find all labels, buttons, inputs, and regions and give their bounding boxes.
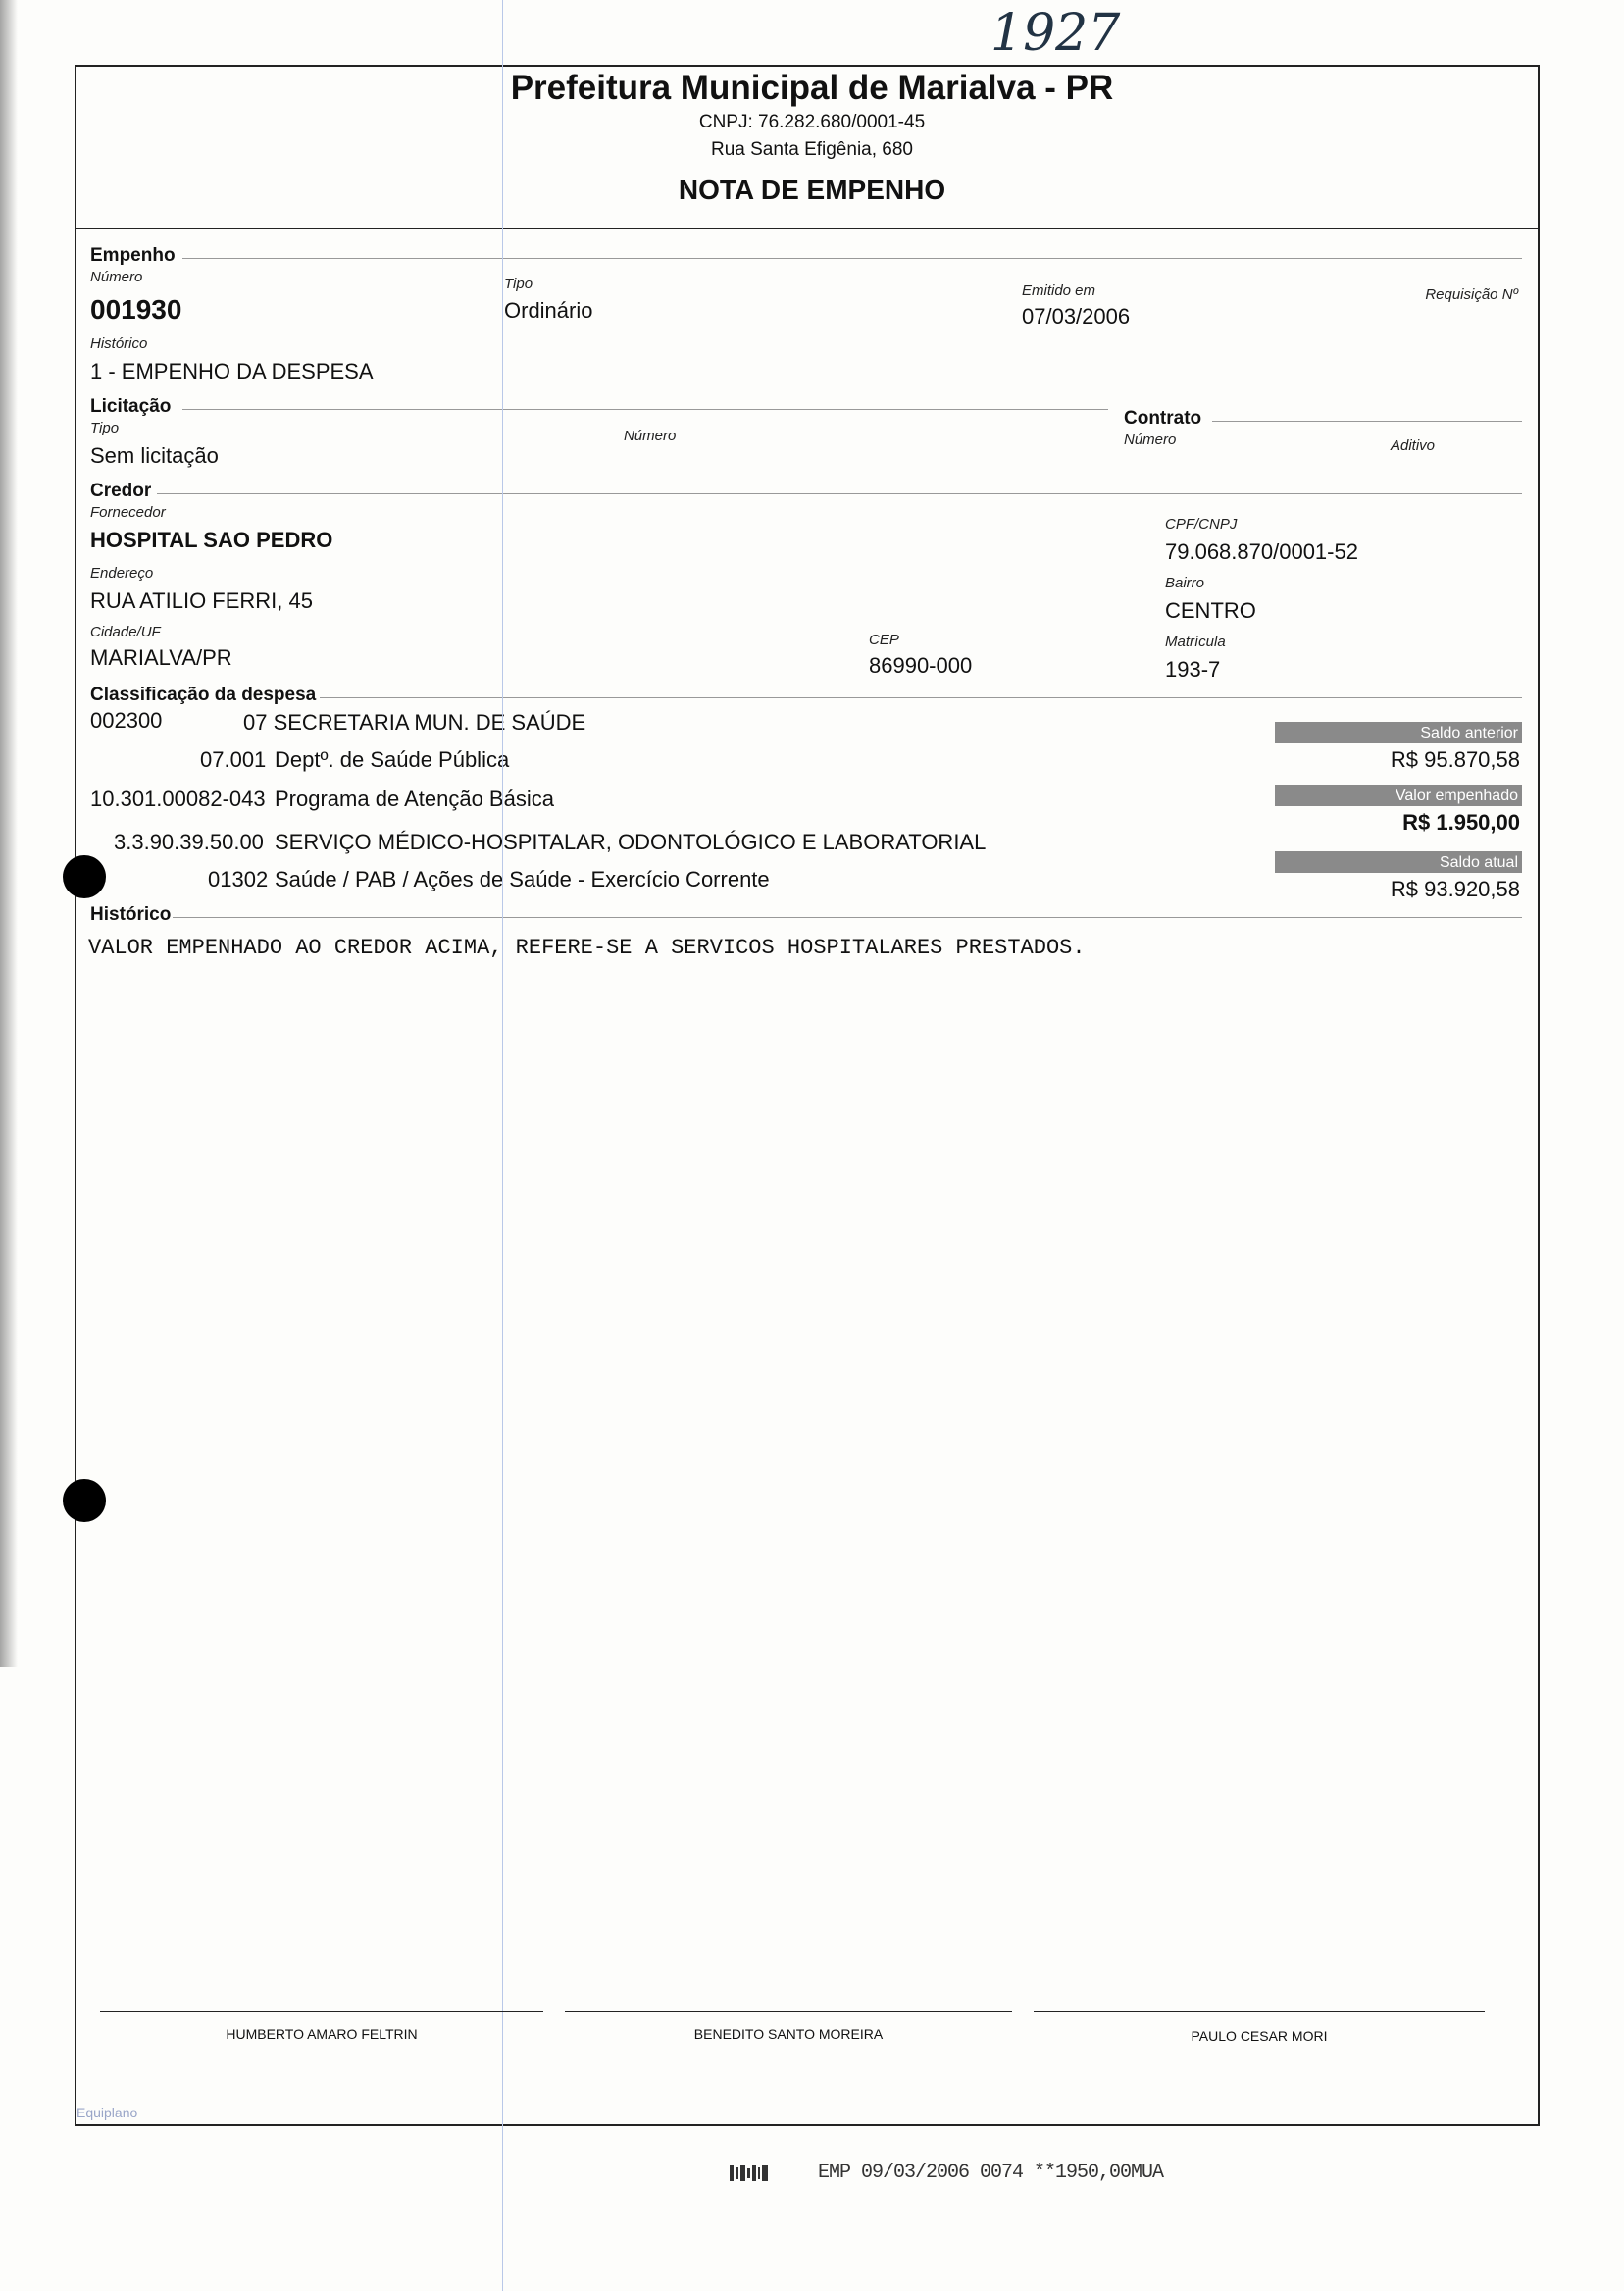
empenho-tipo-label: Tipo [504, 276, 533, 292]
valor-empenhado-label: Valor empenhado [1275, 785, 1522, 806]
page-title: Prefeitura Municipal de Marialva - PR [510, 69, 1114, 107]
emitido-date: 07/03/2006 [1022, 304, 1131, 329]
classificacao-code-2: 07.001 [200, 747, 267, 772]
fornecedor-label: Fornecedor [90, 504, 166, 521]
classificacao-code-4: 3.3.90.39.50.00 [114, 830, 264, 854]
valor-empenhado-value: R$ 1.950,00 [1402, 810, 1520, 835]
footer-brand: Equiplano [76, 2105, 138, 2120]
empenho-numero-label: Número [90, 269, 143, 285]
contrato-aditivo-label: Aditivo [1391, 437, 1436, 454]
signature-name-1: HUMBERTO AMARO FELTRIN [226, 2026, 418, 2042]
signature-line-2 [565, 2011, 1012, 2012]
empenho-numero: 001930 [90, 294, 182, 325]
address-text: Rua Santa Efigênia, 680 [711, 139, 913, 160]
signature-name-3: PAULO CESAR MORI [1191, 2028, 1328, 2044]
signature-line-3 [1034, 2011, 1485, 2012]
classificacao-section-title: Classificação da despesa [90, 685, 317, 705]
fornecedor-name: HOSPITAL SAO PEDRO [90, 528, 333, 552]
cidade-label: Cidade/UF [90, 624, 161, 640]
cnpj-text: CNPJ: 76.282.680/0001-45 [698, 112, 926, 132]
endereco-value: RUA ATILIO FERRI, 45 [90, 588, 313, 613]
cep-value: 86990-000 [869, 653, 973, 678]
contrato-rule [1212, 421, 1522, 422]
credor-rule [157, 493, 1522, 494]
empenho-historico: 1 - EMPENHO DA DESPESA [90, 359, 374, 383]
licitacao-numero-label: Número [624, 428, 677, 444]
saldo-anterior-value: R$ 95.870,58 [1390, 747, 1520, 772]
matricula-label: Matrícula [1165, 634, 1226, 650]
classificacao-desc-5: Saúde / PAB / Ações de Saúde - Exercício Corrente [275, 867, 770, 891]
punch-hole-bottom [63, 1479, 106, 1522]
classificacao-code-3: 10.301.00082-043 [90, 787, 266, 811]
emitido-label: Emitido em [1022, 282, 1096, 299]
credor-section-title: Credor [90, 481, 152, 501]
signature-name-2: BENEDITO SANTO MOREIRA [693, 2026, 884, 2042]
header-divider [75, 228, 1540, 229]
historico-label: Histórico [90, 335, 148, 352]
classificacao-desc-4: SERVIÇO MÉDICO-HOSPITALAR, ODONTOLÓGICO E LABORATORIAL [275, 830, 987, 854]
classificacao-rule [320, 697, 1522, 698]
stamp-barcode-icon [730, 2164, 769, 2183]
classificacao-code-5: 01302 [208, 867, 269, 891]
saldo-atual-label: Saldo atual [1275, 851, 1522, 873]
empenho-tipo: Ordinário [504, 298, 593, 323]
bairro-label: Bairro [1165, 575, 1205, 591]
matricula-value: 193-7 [1165, 657, 1221, 682]
cidade-value: MARIALVA/PR [90, 645, 232, 670]
punch-hole-top [63, 855, 106, 898]
cpf-value: 79.068.870/0001-52 [1165, 539, 1358, 564]
historico-rule [173, 917, 1522, 918]
document-title: NOTA DE EMPENHO [678, 175, 946, 205]
processing-stamp: EMP 09/03/2006 0074 **1950,00MUA [818, 2162, 1164, 2184]
classificacao-desc-1: 07 SECRETARIA MUN. DE SAÚDE [243, 710, 586, 735]
licitacao-tipo-label: Tipo [90, 420, 120, 436]
saldo-atual-value: R$ 93.920,58 [1390, 877, 1520, 901]
historico-section-title: Histórico [90, 904, 172, 925]
licitacao-tipo: Sem licitação [90, 443, 219, 468]
scan-guide-line [502, 0, 503, 2291]
cep-label: CEP [869, 632, 899, 648]
licitacao-section-title: Licitação [90, 396, 172, 417]
contrato-numero-label: Número [1124, 432, 1177, 448]
classificacao-code-1: 002300 [90, 708, 163, 733]
cpf-label: CPF/CNPJ [1165, 516, 1238, 533]
scan-shadow [0, 0, 18, 1667]
requisicao-label: Requisição Nº [1425, 286, 1518, 303]
empenho-rule [182, 258, 1522, 259]
handwritten-number: 1927 [990, 4, 1121, 63]
signature-line-1 [100, 2011, 543, 2012]
endereco-label: Endereço [90, 565, 154, 582]
bairro-value: CENTRO [1165, 598, 1256, 623]
classificacao-desc-2: Deptº. de Saúde Pública [275, 747, 510, 772]
empenho-section-title: Empenho [90, 245, 176, 266]
historico-text: VALOR EMPENHADO AO CREDOR ACIMA, REFERE-SE A SERVICOS HOSPITALARES PRESTADOS. [88, 936, 1086, 960]
licitacao-rule [182, 409, 1108, 410]
classificacao-desc-3: Programa de Atenção Básica [275, 787, 554, 811]
contrato-section-title: Contrato [1124, 408, 1202, 429]
saldo-anterior-label: Saldo anterior [1275, 722, 1522, 743]
